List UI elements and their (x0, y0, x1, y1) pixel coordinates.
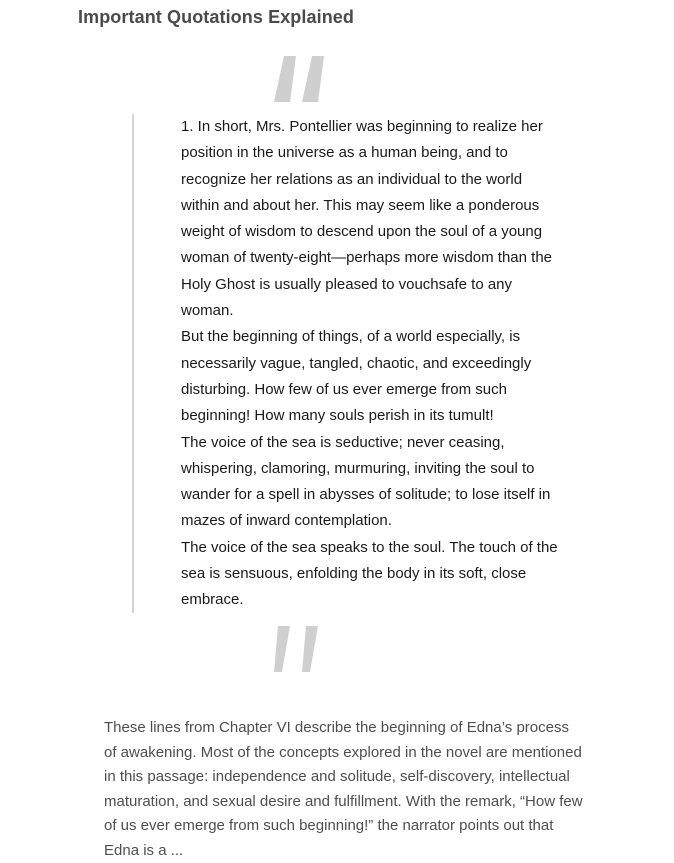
quote-paragraph: The voice of the sea is seductive; never ceasing, whispering, clamoring, murmuring, inviting the soul to wander for a spell in abysses of solitude; to lose itself in mazes of inward contemplation. (181, 433, 551, 530)
quote-paragraph: But the beginning of things, of a world especially, is necessarily vague, tangled, chaotic, and exceedingly disturbing. How few of us ever emerge from such beginning! How many souls perish in its tumult! (181, 328, 532, 425)
quote-paragraph: The voice of the sea speaks to the soul. The touch of the sea is sensuous, enfolding the body in its soft, close embrace. (181, 538, 558, 609)
quotation-text (181, 114, 561, 614)
page-title: Important Quotations Explained (78, 7, 355, 27)
open-quote-icon (262, 52, 338, 104)
analysis-paragraph: These lines from Chapter VI describe the beginning of Edna’s process of awakening. Most of the concepts explored in the novel are mentioned in this passage: independence and solitude, self-discovery, intellectual maturation, and sexual desire and fulfillment. With the remark, “How few of us ever emerge from such beginning!” the narrator points out that Edna is a ... (104, 719, 583, 859)
quote-paragraph: 1. In short, Mrs. Pontellier was beginning to realize her position in the universe as a human being, and to recognize her relations as an individual to the world within and about her. This may seem like a ponderous weight of wisdom to descend upon the soul of a young woman of twenty-eight—perhaps more wisdom than the Holy Ghost is usually pleased to vouchsafe to any woman. (181, 118, 553, 320)
blockquote-border (132, 114, 134, 613)
close-quote-icon (262, 624, 338, 676)
